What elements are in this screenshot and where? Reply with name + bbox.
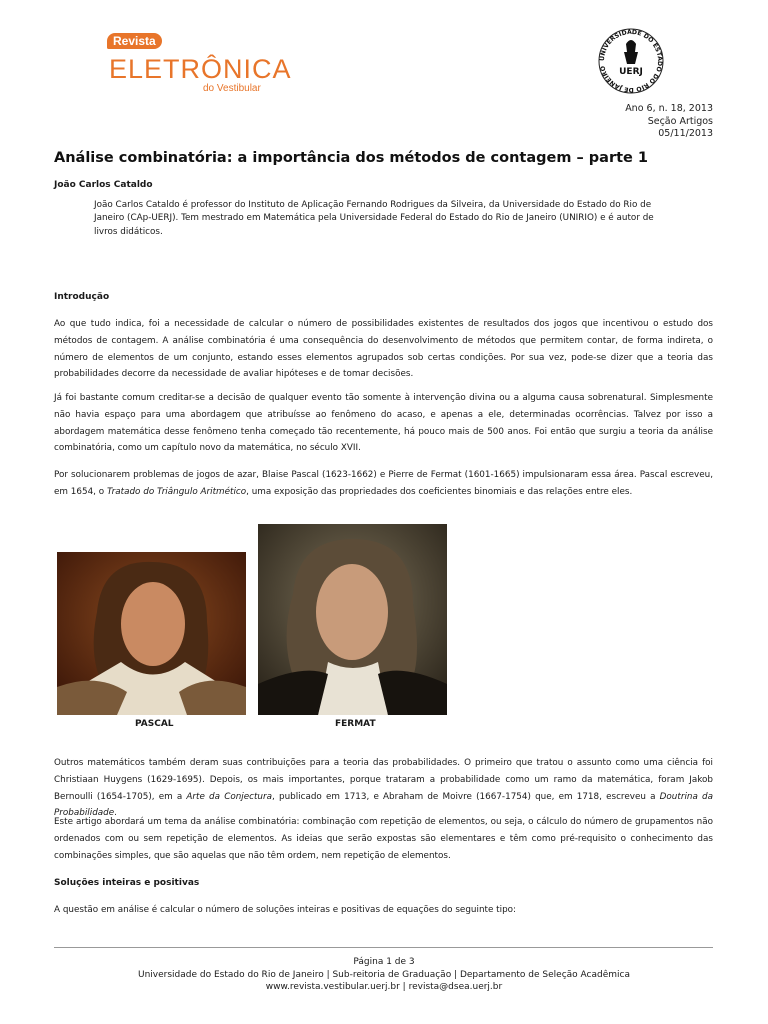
page-footer (0, 956, 768, 994)
seal-ring-text: UNIVERSIDADE DO ESTADO DO RIO DE JANEIRO (598, 28, 664, 94)
logo-badge: Revista (107, 33, 162, 49)
paragraph-2: Já foi bastante comum creditar-se a decisão de qualquer evento tão somente à intervenção divina ou a alguma causa sobrenatural. Simplesmente não havia espaço para uma abordagem que atribuísse ao fenômeno do acaso, e apenas a ele, determinadas ocorrências. Talvez por isso a abordagem matemática desse fenômeno tenha começado tão recentemente, há pouco mais de 500 anos. Foi então que surgiu a teoria da análise combinatória, como um capítulo novo da matemática, no século XVII. (54, 393, 713, 454)
issue-date: 05/11/2013 (658, 128, 713, 139)
journal-logo (105, 28, 292, 96)
logo-name: ELETRÔNICA (109, 54, 292, 84)
footer-contact: www.revista.vestibular.uerj.br | revista@dsea.uerj.br (265, 982, 503, 992)
fermat-portrait (258, 524, 447, 715)
issue-meta (625, 103, 713, 141)
page-number: Página 1 de 3 (353, 957, 415, 967)
seal-abbr: UERJ (619, 67, 643, 77)
paragraph-5: Este artigo abordará um tema da análise combinatória: combinação com repetição de elementos, ou seja, o cálculo do número de grupamentos não ordenados com ou sem repetição de elementos. As ideias que serão expostas são elementares e têm como pré-requisito o conhecimento das combinações simples, que são aquelas que não têm ordem, nem repetição de elementos. (54, 817, 713, 861)
footer-institution: Universidade do Estado do Rio de Janeiro | Sub-reitoria de Graduação | Departamento de Seleção Acadêmica (138, 969, 630, 980)
article-title: Análise combinatória: a importância dos métodos de contagem – parte 1 (54, 150, 649, 166)
book-title: Doutrina da Probabilidade (54, 791, 713, 819)
author-name: João Carlos Cataldo (54, 180, 153, 190)
paragraph-3: Por solucionarem problemas de jogos de azar, Blaise Pascal (1623-1662) e Pierre de Fermat (1601-1665) impulsionaram essa área. Pascal escreveu, em 1654, o Tratado do Triângulo Aritmético, uma exposição das propriedades dos coeficientes binomiais e das relações entre eles. (54, 470, 713, 497)
pascal-portrait (57, 552, 246, 715)
author-bio: João Carlos Cataldo é professor do Instituto de Aplicação Fernando Rodrigues da Silveira, da Universidade do Estado do Rio de Janeiro (CAp-UERJ). Tem mestrado em Matemática pela Universidade Federal do Estado do Rio de Janeiro (UNIRIO) e é autor de livros didáticos. (94, 200, 654, 237)
footer-divider (54, 947, 713, 948)
paragraph-4: Outros matemáticos também deram suas contribuições para a teoria das probabilidades. O primeiro que tratou o assunto como uma ciência foi Christiaan Huygens (1629-1695). Depois, os mais importantes, porque trataram a probabilidade como um ramo da matemática, foram Jakob Bernoulli (1654-1705), em a Arte da Conjectura, publicado em 1713, e Abraham de Moivre (1667-1754) que, em 1718, escreveu a Doutrina da Probabilidade. (54, 758, 713, 819)
issue-section: Seção Artigos (647, 115, 713, 127)
uerj-seal-icon (598, 28, 664, 94)
caption-pascal: PASCAL (135, 719, 174, 729)
book-title: Arte da Conjectura (186, 791, 273, 802)
section-heading-intro: Introdução (54, 292, 110, 302)
paragraph-1: Ao que tudo indica, foi a necessidade de calcular o número de possibilidades existentes de resultados dos jogos que incentivou o estudo dos métodos de contagem. A análise combinatória é uma consequência do desenvolvimento de métodos que permitem contar, de forma indireta, o número de elementos de um conjunto, estando esses elementos agrupados sob certas condições. Por sua vez, pode-se dizer que a teoria das probabilidades decorre da necessidade de avaliar hipóteses e de tomar decisões. (54, 319, 713, 380)
paragraph-6: A questão em análise é calcular o número de soluções inteiras e positivas de equações do seguinte tipo: (54, 905, 517, 915)
book-title: Tratado do Triângulo Aritmético (106, 486, 247, 497)
caption-fermat: FERMAT (335, 719, 376, 729)
logo-subtitle: do Vestibular (203, 83, 261, 94)
section-heading-solutions: Soluções inteiras e positivas (54, 878, 200, 888)
issue-number: Ano 6, n. 18, 2013 (625, 103, 713, 114)
